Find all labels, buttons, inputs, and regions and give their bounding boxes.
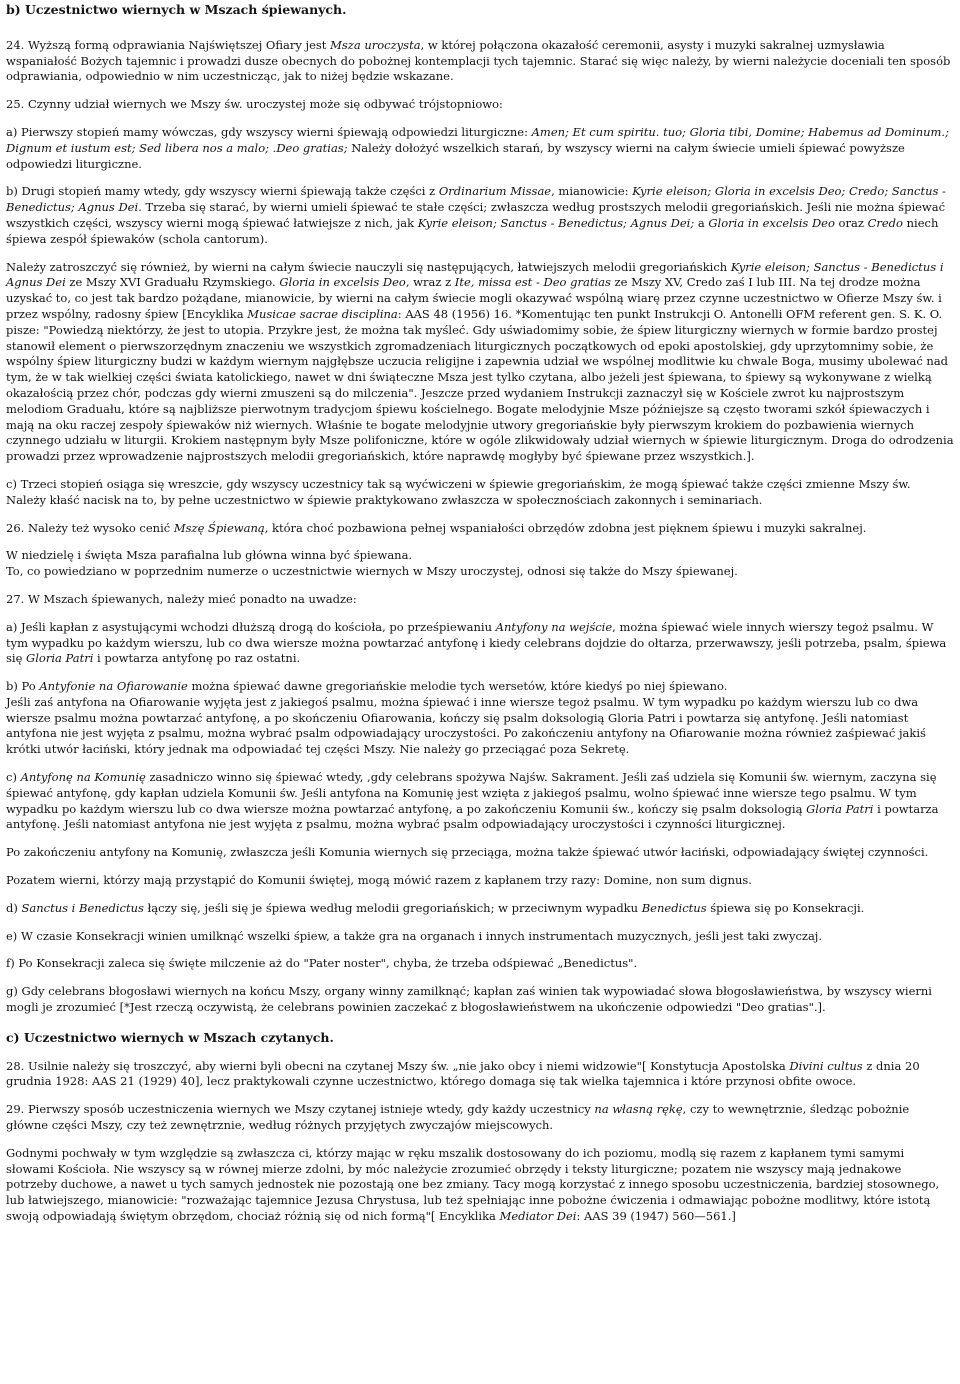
paragraph: [6, 97, 954, 113]
italic-text: Antyfonę na Komunię: [20, 770, 146, 785]
text-run: , można śpiewać wiele innych wierszy tegoż psalmu. W tym wypadku po każdym wierszu, lub co dwa wiersze można powtarzać antyfonę i kiedy celebrans dojdzie do ołtarza, przerwawszy, jeśli potrzeba, psalm, śpiewa się: [6, 619, 947, 666]
italic-text: Gloria in excelsis Deo: [708, 215, 835, 230]
paragraph: [6, 38, 954, 85]
paragraph: [6, 125, 954, 172]
italic-text: Divini cultus: [789, 1058, 863, 1073]
text-run: : AAS 48 (1956) 16. *Komentując ten punkt Instrukcji O. Antonelli OFM referent gen. S. K. O. pisze: "Powiedzą niektórzy, że jest to utopia. Przykre jest, że można tak myśleć. Gdy uświadomimy sobie, że śpiew liturgiczny wiernych w formie bardzo prostej stanowił element o pierwszorzędnym znaczeniu we wszystkich zgromadzeniach liturgicznych początkowych od epoki apostolskiej, gdy uprzytomnimy sobie, że wspólny śpiew liturgiczny budzi w każdym wiernym najgłębsze uczucia religijne i zapewnia udział we wspólnej modlitwie ku chwale Boga, musimy ubolewać nad tym, że w tak wielkiej części świata katolickiego, nawet w dni świąteczne Msza jest tylko czytana, albo jeżeli jest śpiewana, to śpiewy są wykonywane z wielką okazałością przez chór, podczas gdy wierni zmuszeni są do milczenia". Jeszcze przed wydaniem Instrukcji zaznaczył się w Kościele zwrot ku najprostszym melodiom Graduału, które są najbliższe pierwotnym tradycjom śpiewu kościelnego. Bogate melodyjnie Msze późniejsze są często tworami szkół śpiewaczych i mają na oku raczej zespoły śpiewaków niż wiernych. Właśnie te bogate melodyjnie utwory gregoriańskie były pierwszym krokiem do pozbawienia wiernych czynnego udziału w liturgii. Krokiem następnym były Msze polifoniczne, które w ogóle zlikwidowały udział wiernych w śpiewie liturgicznym. Droga do odrodzenia prowadzi przez wprowadzenie najprostszych melodii gregoriańskich, które naprawdę mogłyby być śpiewane przez wszystkich.].: [6, 306, 954, 464]
italic-text: Gloria Patri: [806, 801, 874, 816]
text-run: i powtarza antyfonę po raz ostatni.: [93, 651, 301, 666]
text-run: 26. Należy też wysoko cenić: [6, 520, 174, 535]
paragraph: [6, 845, 954, 861]
paragraph: [6, 620, 954, 667]
italic-text: Kyrie eleison; Sanctus - Benedictus; Agnus Dei;: [417, 215, 695, 230]
italic-text: Credo: [867, 215, 903, 230]
text-run: Po zakończeniu antyfony na Komunię, zwłaszcza jeśli Komunia wiernych się przeciąga, można także śpiewać utwór łaciński, odpowiadający świętej czynności.: [6, 845, 929, 860]
text-run: ze Mszy XVI Graduału Rzymskiego.: [65, 275, 280, 290]
text-run: oraz: [834, 215, 868, 230]
text-run: , mianowicie:: [551, 184, 633, 199]
italic-text: Benedictus: [641, 900, 707, 915]
text-run: zasadniczo winno się śpiewać wtedy, ,gdy celebrans spożywa Najśw. Sakrament. Jeśli zaś udziela się Komunii św. wiernym, zaczyna się śpiewać antyfonę, gdy kapłan udziela Komunii św. Jeśli antyfona na Komunię jest wzięta z jakiegoś psalmu, wolno śpiewać inne wiersze tego psalmu. W tym wypadku po każdym wierszu lub co dwa wiersze można powtarzać antyfonę, a po zakończeniu Komunii św., kończy się psalm doksologią: [6, 770, 937, 816]
text-run: z dnia 20 grudnia 1928: AAS 21 (1929) 40], lecz praktykowali czynne uczestnictwo, którego domaga się tak wielka tajemnica i które przynosi obfite owoce.: [6, 1058, 920, 1089]
text-run: Jeśli zaś antyfona na Ofiarowanie wyjęta jest z jakiegoś psalmu, można śpiewać i inne wiersze tegoż psalmu. W tym wypadku po każdym wierszu lub co dwa wiersze psalmu można powtarzać antyfonę, a po skończeniu Ofiarowania, kończy się psalm doksologią Gloria Patri i powtarza się antyfonę. Jeśli natomiast antyfona nie jest wyjęta z psalmu, można wybrać psalm odpowiadający uroczystości. Po zakończeniu antyfony na Ofiarowanie można również zaśpiewać jakiś krótki utwór łaciński, który jednak ma odpowiadać tej części Mszy. Nie należy go przeciągać poza Sekretę.: [6, 694, 926, 757]
text-run: 28. Usilnie należy się troszczyć, aby wierni byli obecni na czytanej Mszy św. „nie jako obcy i niemi widzowie"[ Konstytucja Apostolska: [6, 1058, 790, 1073]
italic-text: Msza uroczysta: [330, 37, 421, 52]
section-heading: [6, 1030, 954, 1046]
text-run: : AAS 39 (1947) 560—561.]: [576, 1209, 736, 1224]
section-heading: [6, 2, 954, 18]
text-run: Należy dołożyć wszelkich starań, by wszyscy wierni na całym świecie umieli śpiewać powyższe odpowiedzi liturgiczne.: [6, 140, 905, 171]
text-run: 24. Wyższą formą odprawiania Najświętszej Ofiary jest: [6, 37, 331, 52]
text-run: Pozatem wierni, którzy mają przystąpić do Komunii świętej, mogą mówić razem z kapłanem trzy razy: Domine, non sum dignus.: [6, 873, 752, 888]
paragraph: [6, 956, 954, 972]
italic-text: Gloria in excelsis Deo: [279, 275, 406, 290]
text-run: b) Uczestnictwo wiernych w Mszach śpiewanych.: [6, 2, 347, 17]
text-run: b) Po: [6, 679, 40, 694]
text-run: Należy zatroszczyć się również, by wierni na całym świecie nauczyli się następujących, łatwiejszych melodii gregoriańskich: [6, 259, 731, 274]
text-run: e) W czasie Konsekracji winien umilknąć wszelki śpiew, a także gra na organach i innych instrumentach muzycznych, jeśli jest taki zwyczaj.: [6, 928, 823, 943]
italic-text: Kyrie eleison; Gloria in excelsis Deo; Credo; Sanctus - Benedictus; Agnus Dei.: [6, 184, 946, 215]
text-run: c) Uczestnictwo wiernych w Mszach czytanych.: [6, 1029, 334, 1045]
paragraph: [6, 873, 954, 889]
text-run: , wraz z: [405, 275, 455, 290]
text-run: łączy się, jeśli się je śpiewa według melodii gregoriańskich; w przeciwnym wypadku: [143, 900, 642, 915]
italic-text: Kyrie eleison; Sanctus - Benedictus i Agnus Dei: [6, 259, 944, 290]
italic-text: Sanctus i Benedictus: [21, 900, 144, 915]
paragraph: [6, 184, 954, 247]
paragraph: [6, 1102, 954, 1134]
paragraph: [6, 548, 954, 580]
text-run: b) Drugi stopień mamy wtedy, gdy wszyscy wierni śpiewają także części z: [6, 184, 439, 199]
italic-text: Gloria Patri: [26, 651, 94, 666]
text-run: W niedzielę i święta Msza parafialna lub główna winna być śpiewana.: [6, 548, 413, 563]
text-run: , czy to wewnętrznie, śledząc pobożnie główne części Mszy, czy też zewnętrznie, według różnych przyjętych zwyczajów miejscowych.: [6, 1102, 910, 1133]
text-run: 25. Czynny udział wiernych we Mszy św. uroczystej może się odbywać trójstopniowo:: [6, 97, 503, 112]
text-run: f) Po Konsekracji zaleca się święte milczenie aż do "Pater noster", chyba, że trzeba odśpiewać „Benedictus".: [6, 956, 638, 971]
text-run: , w której połączona okazałość ceremonii, asysty i muzyki sakralnej uzmysławia wspaniałość Bożych tajemnic i prowadzi dusze obecnych do pobożnej kontemplacji tych tajemnic. Starać się więc należy, by wierni należycie doceniali ten sposób odprawiania, odpowiednio w nim uczestnicząc, jak to niżej będzie wskazane.: [6, 37, 951, 84]
paragraph: [6, 521, 954, 537]
paragraph: [6, 592, 954, 608]
italic-text: Antyfonie na Ofiarowanie: [39, 679, 188, 694]
text-run: c) Trzeci stopień osiąga się wreszcie, gdy wszyscy uczestnicy tak są wyćwiczeni w śpiewie gregoriańskim, że mogą śpiewać także części zmienne Mszy św. Należy kłaść nacisk na to, by pełne uczestnictwo w śpiewie praktykowano zwłaszcza w społecznościach zakonnych i seminariach.: [6, 476, 911, 507]
text-run: 27. W Mszach śpiewanych, należy mieć ponadto na uwadze:: [6, 591, 357, 606]
paragraph: [6, 1059, 954, 1091]
paragraph: [6, 901, 954, 917]
paragraph: [6, 984, 954, 1016]
text-run: ze Mszy XV, Credo zaś I lub III. Na tej drodze można uzyskać to, co jest tak bardzo pożądane, mianowicie, by wierni na całym świecie mogli okazywać wspólną wiarę przez czynne uczestnictwo w Ofierze Mszy św. i przez wspólny, radosny śpiew [Encyklika: [6, 275, 942, 321]
italic-text: Amen; Et cum spiritu. tuo; Gloria tibi, Domine; Habemus ad Dominum.; Dignum et iustum est; Sed libera nos a malo; .Deo gratias;: [6, 124, 949, 155]
text-run: śpiewa się po Konsekracji.: [706, 900, 865, 915]
italic-text: Mediator Dei: [499, 1209, 577, 1224]
text-run: i powtarza antyfonę. Jeśli natomiast antyfona nie jest wyjęta z psalmu, można wybrać psalm odpowiadający uroczystości i czynności liturgicznej.: [6, 801, 939, 832]
italic-text: Ite, missa est - Deo gratias: [454, 275, 611, 290]
italic-text: Musicae sacrae disciplina: [247, 306, 398, 321]
text-run: można śpiewać dawne gregoriańskie melodie tych wersetów, które kiedyś po niej śpiewano.: [187, 679, 728, 694]
text-run: Trzeba się starać, by wierni umieli śpiewać te stałe części; zwłaszcza według prostszych melodii gregoriańskich. Jeśli nie można śpiewać wszystkich części, wszyscy wierni mogą śpiewać łatwiejsze z nich, jak: [6, 200, 946, 230]
text-run: c): [6, 770, 21, 785]
text-run: a) Jeśli kapłan z asystującymi wchodzi dłuższą drogą do kościoła, po prześpiewaniu: [6, 619, 496, 634]
text-run: , która choć pozbawiona pełnej wspaniałości obrzędów zdobna jest pięknem śpiewu i muzyki sakralnej.: [264, 520, 867, 535]
paragraph: [6, 477, 954, 509]
italic-text: na własną rękę: [594, 1102, 683, 1117]
paragraph: [6, 260, 954, 465]
text-run: niech śpiewa zespół śpiewaków (schola cantorum).: [6, 215, 939, 246]
italic-text: Ordinarium Missae: [438, 184, 552, 199]
paragraph: [6, 770, 954, 833]
text-run: a: [694, 215, 709, 230]
italic-text: Antyfony na wejście: [495, 619, 613, 634]
text-run: 29. Pierwszy sposób uczestniczenia wiernych we Mszy czytanej istnieje wtedy, gdy każdy uczestnicy: [6, 1102, 595, 1117]
paragraph: [6, 929, 954, 945]
text-run: To, co powiedziano w poprzednim numerze o uczestnictwie wiernych w Mszy uroczystej, odnosi się także do Mszy śpiewanej.: [6, 564, 738, 579]
paragraph: [6, 679, 954, 758]
text-run: g) Gdy celebrans błogosławi wiernych na końcu Mszy, organy winny zamilknąć; kapłan zaś winien tak wypowiadać słowa błogosławieństwa, by wszyscy wierni mogli je zrozumieć [*Jest rzeczą oczywistą, że celebrans powinien zaczekać z błogosławieństwem na ukończenie odpowiedzi "Deo gratias".].: [6, 984, 932, 1015]
text-run: Godnymi pochwały w tym względzie są zwłaszcza ci, którzy mając w ręku mszalik dostosowany do ich poziomu, modlą się razem z kapłanem tymi samymi słowami Kościoła. Nie wszyscy są w równej mierze zdolni, by móc należycie zrozumieć obrzędy i teksty liturgiczne; pozatem nie wszyscy mają jednakowe potrzeby duchowe, a nawet u tych samych jednostek nie pozostają one bez zmiany. Tacy mogą korzystać z innego sposobu uczestniczenia, bardziej stosownego, lub łatwiejszego, mianowicie: "rozważając tajemnice Jezusa Chrystusa, lub też spełniając inne pobożne ćwiczenia i odmawiając pobożne modlitwy, które istotą swoją odpowiadają świętym obrzędom, chociaż różnią się od nich formą"[ Encyklika: [6, 1145, 940, 1224]
italic-text: Mszę Śpiewaną: [173, 520, 265, 535]
text-run: d): [6, 900, 22, 915]
paragraph: [6, 1146, 954, 1225]
text-run: a) Pierwszy stopień mamy wówczas, gdy wszyscy wierni śpiewają odpowiedzi liturgiczne:: [6, 124, 532, 139]
